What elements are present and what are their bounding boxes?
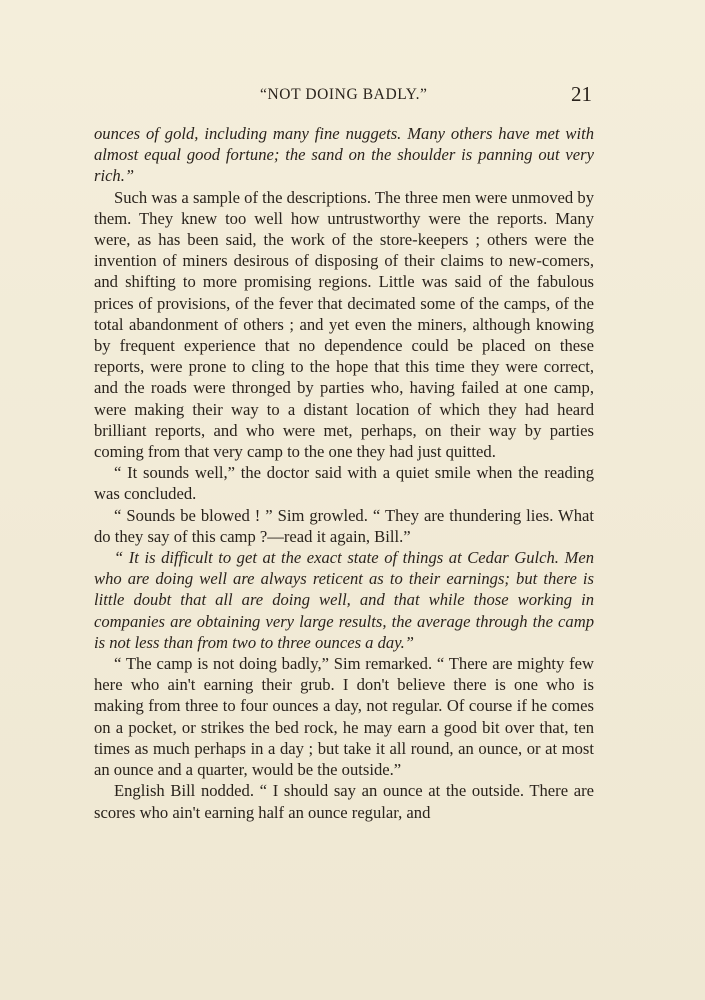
paragraph-doctor-remark: “ It sounds well,” the doctor said with a quiet smile when the reading was concluded. <box>94 463 594 504</box>
paragraph-narration: Such was a sample of the descriptions. The three men were unmoved by them. They knew too well how untrustworthy were the reports. Many were, as has been said, the work of the store-keepers ; others were the invention of miners desirous of disposing of their claims to new-comers, and shifting to more promising regions. Little was said of the fabulous prices of provisions, of the fever that decimated some of the camps, of the total abandonment of others ; and yet even the miners, although knowing by frequent experience that no dependence could be placed on these reports, were prone to cling to the hope that this time they were correct, and the roads were thronged by parties who, having failed at one camp, were making their way to a distant location of which they had heard brilliant reports, and who were met, perhaps, on their way by parties coming from that very camp to the one they had just quitted. <box>94 187 594 462</box>
running-title: “NOT DOING BADLY.” <box>260 86 428 103</box>
paragraph-sim-growl: “ Sounds be blowed ! ” Sim growled. “ They are thundering lies. What do they say of this camp ?—read it again, Bill.” <box>94 505 594 546</box>
paragraph-cedar-gulch-report: “ It is difficult to get at the exact state of things at Cedar Gulch. Men who are doing well are always reticent as to their earnings; but there is little doubt that all are doing well, and that while those working in companies are obtaining very large results, the average through the camp is not less than from two to three ounces a day.” <box>94 548 594 652</box>
running-head <box>96 84 592 108</box>
body-text <box>94 123 594 823</box>
page-number: 21 <box>571 82 592 106</box>
paragraph-sim-remark: “ The camp is not doing badly,” Sim remarked. “ There are mighty few here who ain't earning their grub. I don't believe there is one who is making from three to four ounces a day, not regular. Of course if he comes on a pocket, or strikes the bed rock, he may earn a good bit over that, ten times as much perhaps in a day ; but take it all round, an ounce, or at most an ounce and a quarter, would be the outside.” <box>94 654 594 780</box>
paragraph-letter-continuation: ounces of gold, including many fine nuggets. Many others have met with almost equal good fortune; the sand on the shoulder is panning out very rich.” <box>94 124 594 186</box>
paragraph-english-bill: English Bill nodded. “ I should say an ounce at the outside. There are scores who ain't earning half an ounce regular, and <box>94 781 594 822</box>
